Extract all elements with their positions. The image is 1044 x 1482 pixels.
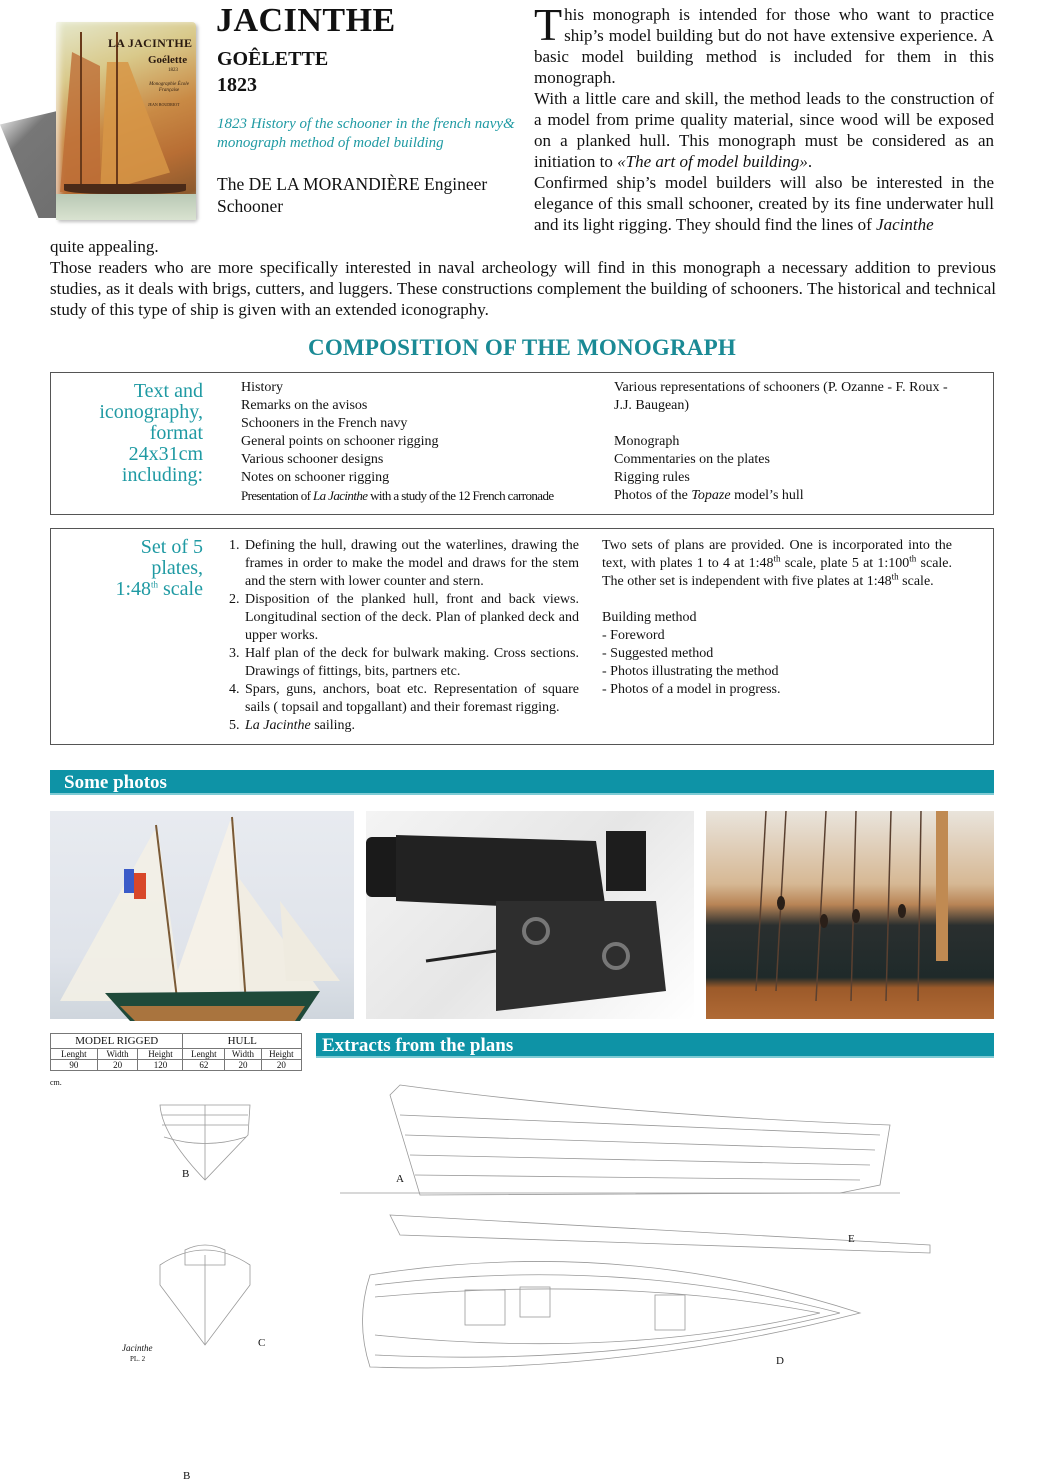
page-year: 1823: [217, 74, 257, 96]
plate-number: 2.: [229, 592, 240, 607]
composition-heading: COMPOSITION OF THE MONOGRAPH: [308, 335, 736, 360]
book-cover-subtitle: Goélette: [148, 54, 188, 66]
plate-text-rest: sailing.: [310, 718, 356, 733]
plate-number: 5.: [229, 718, 240, 733]
scale-text: 1:48: [115, 578, 151, 600]
plate-item: [229, 537, 579, 591]
plans-section-bar: Extracts from the plans: [316, 1033, 994, 1058]
cartouche-name: Jacinthe: [122, 1343, 153, 1353]
list-item: [241, 487, 601, 505]
method-title: Building method: [602, 610, 697, 625]
table-column-header: Lenght: [51, 1049, 98, 1060]
plan-label-e: E: [848, 1233, 855, 1245]
plan-label-a: A: [396, 1173, 404, 1185]
label-line: plates,: [151, 557, 203, 579]
label-line: [53, 579, 203, 600]
intro-punct: .: [807, 152, 813, 171]
plate-text: [245, 717, 579, 735]
photo-carronade: [366, 811, 694, 1019]
plates-list: [229, 537, 579, 735]
notes-text: scale, plate 5 at 1:100: [780, 556, 910, 571]
dimensions-unit: cm.: [50, 1078, 62, 1087]
intro-italic-title: «The art of model building»: [617, 152, 808, 171]
plate-text: Spars, guns, anchors, boat etc. Representation of square sails ( topsail and topgallant) and their foremast rigging.: [245, 682, 579, 715]
plate-item: [229, 681, 579, 717]
table-group-header: HULL: [183, 1034, 302, 1049]
mast-shape: [116, 32, 118, 190]
table-group-header: MODEL RIGGED: [51, 1034, 183, 1049]
table-cell: 120: [138, 1060, 183, 1071]
notes-text: scale. The other set is independent with five plates at 1:48: [602, 556, 953, 589]
intro-paragraph-3-cont: quite appealing.: [50, 237, 159, 256]
photos-section-bar: Some photos: [50, 770, 994, 795]
list-item: Monograph: [614, 434, 680, 449]
list-item-text: Presentation of: [241, 488, 313, 503]
list-item: Schooners in the French navy: [241, 416, 408, 431]
list-item-text: with a study of the 12 French carronade: [367, 488, 554, 503]
intro-paragraph-1: his monograph is intended for those who want to practice ship’s model building but do not have extensive experience. A basic model building method is included for them in this monograph.: [534, 5, 994, 87]
composition-plates-box: [50, 528, 994, 745]
plate-italic: La Jacinthe: [245, 718, 311, 733]
drop-cap: T: [534, 0, 563, 50]
plan-label-d: D: [776, 1355, 784, 1367]
table-column-header: Width: [97, 1049, 138, 1060]
method-item: - Suggested method: [602, 646, 714, 661]
intro-paragraph-3: Confirmed ship’s model builders will also be interested in the elegance of this small schooner, created by its fine underwater hull and its light rigging. They should find the lines of: [534, 173, 994, 234]
table-column-header: Width: [225, 1049, 261, 1060]
book-cover-year: 1823: [168, 68, 178, 73]
label-line: iconography,: [99, 401, 203, 423]
method-item: - Foreword: [602, 628, 665, 643]
list-item: Notes on schooner rigging: [241, 470, 390, 485]
list-item: [614, 487, 964, 505]
book-cover-author: JEAN BOUDRIOT: [148, 102, 180, 107]
table-cell: 62: [183, 1060, 225, 1071]
plate-text: Half plan of the deck for bulwark making. Cross sections. Drawings of fittings, bits, partners etc.: [245, 646, 579, 679]
plate-text: Disposition of the planked hull, front and back views. Longitudinal section of the deck. Plan of planked deck and upper works.: [245, 592, 579, 643]
book-cover-series: Monographie École Française: [149, 82, 189, 93]
plan-label-b: B: [182, 1168, 190, 1180]
notes-text: scale.: [898, 574, 934, 589]
table-cell: 20: [225, 1060, 261, 1071]
notes-sup: th: [773, 553, 781, 564]
list-item: History: [241, 380, 283, 395]
carronade-illustration: [366, 811, 694, 1019]
table-cell: 20: [97, 1060, 138, 1071]
plate-item: [229, 645, 579, 681]
photo-model-sailing: [50, 811, 354, 1019]
notes-text: Two sets of plans are provided. One is incorporated into the text, with plates 1 to 4 at 1:48: [602, 538, 952, 571]
mast-shape: [80, 32, 82, 190]
plate-text: Defining the hull, drawing out the waterlines, drawing the frames in order to make the model and draws for the stem and the stern with lower counter and stern.: [245, 538, 579, 589]
table-column-header: Height: [138, 1049, 183, 1060]
label-line: Set of 5: [140, 536, 203, 558]
plans-drawings: [100, 1075, 1000, 1482]
intro-paragraph-4: Those readers who are more specifically interested in naval archeology will find in this monograph a necessary addition to previous studies, as it deals with brigs, cutters, and luggers. These constructions complement the building of schooners. The historical and technical study of this type of ship is given with an extended iconography.: [50, 258, 996, 319]
method-item: - Photos illustrating the method: [602, 664, 779, 679]
table-cell: 20: [261, 1060, 301, 1071]
tagline: 1823 History of the schooner in the french navy& monograph method of model building: [217, 116, 515, 151]
book-cover-title: LA JACINTHE: [108, 36, 193, 50]
text-contents-right: [614, 379, 964, 505]
composition-text-box: [50, 372, 994, 515]
spacer: [614, 415, 964, 433]
notes-paragraph: [602, 537, 952, 591]
cartouche-plate: PL. 2: [130, 1355, 146, 1363]
plate-item: [229, 591, 579, 645]
list-item-italic: La Jacinthe: [313, 488, 368, 503]
plan-label-b: B: [183, 1470, 191, 1482]
list-item: Various representations of schooners (P. Ozanne - F. Roux - J.J. Baugean): [614, 380, 948, 413]
intro-italic-name: Jacinthe: [876, 215, 934, 234]
book-cover-image: [56, 22, 196, 220]
dimensions-table: [50, 1033, 302, 1071]
text-contents-left: [241, 379, 601, 505]
plates-box-label: [53, 537, 203, 600]
spacer: [602, 591, 952, 609]
notes-sup: th: [891, 571, 899, 582]
list-item: Commentaries on the plates: [614, 452, 770, 467]
text-box-label: [53, 381, 203, 486]
scale-sup: th: [151, 579, 159, 590]
list-item: Various schooner designs: [241, 452, 384, 467]
list-item-text: model’s hull: [730, 488, 804, 503]
plan-label-c: C: [258, 1337, 266, 1349]
notes-sup: th: [909, 553, 917, 564]
intro-column: [534, 0, 994, 235]
list-item: General points on schooner rigging: [241, 434, 439, 449]
author-line: The DE LA MORANDIÈRE Engineer Schooner: [217, 174, 488, 216]
plate-number: 3.: [229, 646, 240, 661]
ship-plans-illustration: [100, 1075, 1000, 1384]
schooner-model-illustration: [50, 811, 354, 1019]
label-line: including:: [121, 464, 203, 486]
photo-rigging-detail: [706, 811, 994, 1019]
page-subtitle: GOÊLETTE: [217, 48, 329, 70]
plates-notes: [602, 537, 952, 699]
method-item: - Photos of a model in progress.: [602, 682, 781, 697]
list-item: Remarks on the avisos: [241, 398, 368, 413]
hull-shape: [64, 184, 186, 194]
label-line: format: [149, 422, 203, 444]
scale-text: scale: [158, 578, 203, 600]
table-cell: 90: [51, 1060, 98, 1071]
plate-number: 1.: [229, 538, 240, 553]
intro-wide: [50, 236, 996, 320]
sea-shape: [56, 194, 196, 220]
table-column-header: Lenght: [183, 1049, 225, 1060]
label-line: 24x31cm: [128, 443, 203, 465]
plate-item: [229, 717, 579, 735]
plate-number: 4.: [229, 682, 240, 697]
table-column-header: Height: [261, 1049, 301, 1060]
list-item: Rigging rules: [614, 470, 690, 485]
rigging-illustration: [706, 811, 994, 1019]
page-title: JACINTHE: [216, 2, 396, 39]
list-item-italic: Topaze: [691, 488, 731, 503]
label-line: Text and: [133, 380, 203, 402]
list-item-text: Photos of the: [614, 488, 692, 503]
intro-paragraph-2: With a little care and skill, the method leads to the construction of a model from prime quality material, since wood will be exposed on a planked hull. This monograph must be considered as an initiation to: [534, 89, 994, 171]
